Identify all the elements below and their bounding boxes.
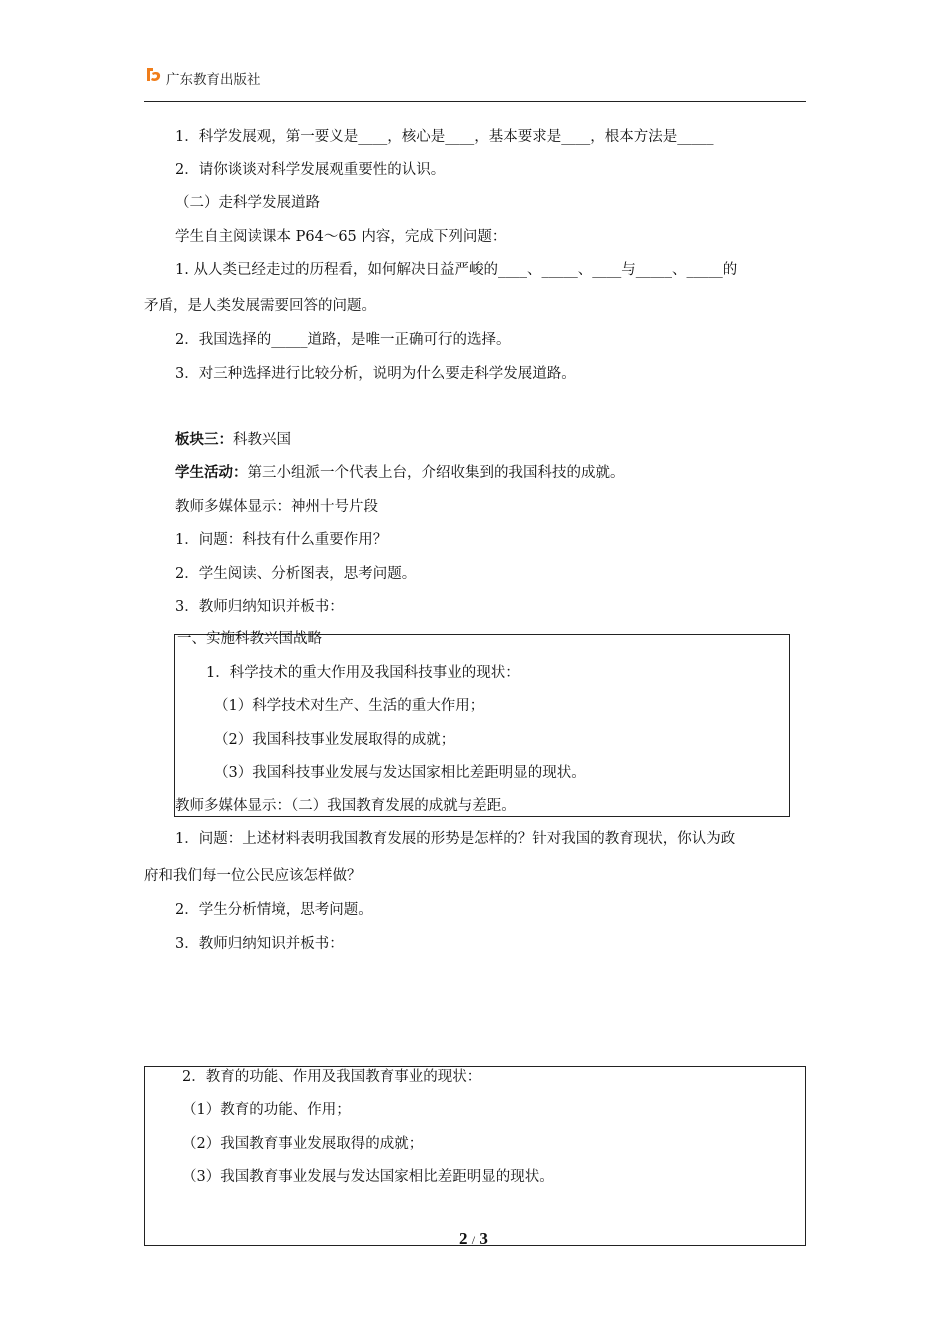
box-title: 一、实施科教兴国战略 bbox=[177, 631, 322, 647]
page-separator: / bbox=[471, 1233, 476, 1247]
box-item: 2．教育的功能、作用及我国教育事业的现状： bbox=[182, 1069, 482, 1085]
question-line: 2．学生分析情境，思考问题。 bbox=[175, 902, 373, 918]
publisher-logo-icon bbox=[144, 66, 162, 86]
page-total: 3 bbox=[479, 1229, 488, 1248]
question-line: 3．教师归纳知识并板书： bbox=[175, 599, 344, 615]
question-line: 府和我们每一位公民应该怎样做？ bbox=[144, 868, 362, 884]
question-line: 3．对三种选择进行比较分析，说明为什么要走科学发展道路。 bbox=[175, 366, 576, 382]
section-title bbox=[175, 431, 291, 449]
section-title-label: 板块三： bbox=[175, 431, 233, 448]
question-line: 1．问题：上述材料表明我国教育发展的形势是怎样的？针对我国的教育现状，你认为政 bbox=[175, 831, 736, 847]
question-line: 3．教师归纳知识并板书： bbox=[175, 936, 344, 952]
page-number bbox=[459, 1229, 488, 1249]
question-line: 2．我国选择的_____道路，是唯一正确可行的选择。 bbox=[175, 332, 511, 348]
box-subitem: （3）我国科技事业发展与发达国家相比差距明显的现状。 bbox=[214, 765, 586, 781]
subsection-title: （二）走科学发展道路 bbox=[175, 195, 320, 211]
question-line: 1. 从人类已经走过的历程看，如何解决日益严峻的____、_____、____与_____、_____的 bbox=[175, 262, 738, 278]
activity-label: 学生活动： bbox=[175, 464, 248, 481]
header-divider bbox=[144, 101, 806, 102]
question-line: 2．学生阅读、分析图表，思考问题。 bbox=[175, 566, 417, 582]
activity-line bbox=[175, 464, 625, 482]
paragraph: 教师多媒体显示：神州十号片段 bbox=[175, 499, 378, 515]
blackboard-box bbox=[174, 634, 790, 817]
box-subitem: （1）科学技术对生产、生活的重大作用； bbox=[214, 698, 485, 714]
box-footer: 教师多媒体显示：（二）我国教育发展的成就与差距。 bbox=[175, 798, 516, 814]
question-line: 2．请你谈谈对科学发展观重要性的认识。 bbox=[175, 162, 446, 178]
box-subitem: （2）我国科技事业发展取得的成就； bbox=[214, 732, 456, 748]
activity-text: 第三小组派一个代表上台，介绍收集到的我国科技的成就。 bbox=[247, 465, 625, 481]
box-subitem: （3）我国教育事业发展与发达国家相比差距明显的现状。 bbox=[182, 1169, 554, 1185]
paragraph: 学生自主阅读课本 P64～65 内容，完成下列问题： bbox=[175, 229, 507, 245]
question-line: 矛盾，是人类发展需要回答的问题。 bbox=[144, 298, 376, 314]
section-title-text: 科教兴国 bbox=[233, 432, 291, 448]
page-header bbox=[144, 64, 806, 102]
question-line: 1．科学发展观，第一要义是____，核心是____，基本要求是____，根本方法是_____ bbox=[175, 129, 714, 145]
box-item: 1．科学技术的重大作用及我国科技事业的现状： bbox=[206, 665, 520, 681]
page-current: 2 bbox=[459, 1229, 468, 1248]
publisher-name: 广东教育出版社 bbox=[166, 72, 261, 88]
question-line: 1．问题：科技有什么重要作用？ bbox=[175, 532, 388, 548]
box-subitem: （2）我国教育事业发展取得的成就； bbox=[182, 1136, 424, 1152]
box-subitem: （1）教育的功能、作用； bbox=[182, 1102, 351, 1118]
blackboard-box bbox=[144, 1066, 806, 1246]
